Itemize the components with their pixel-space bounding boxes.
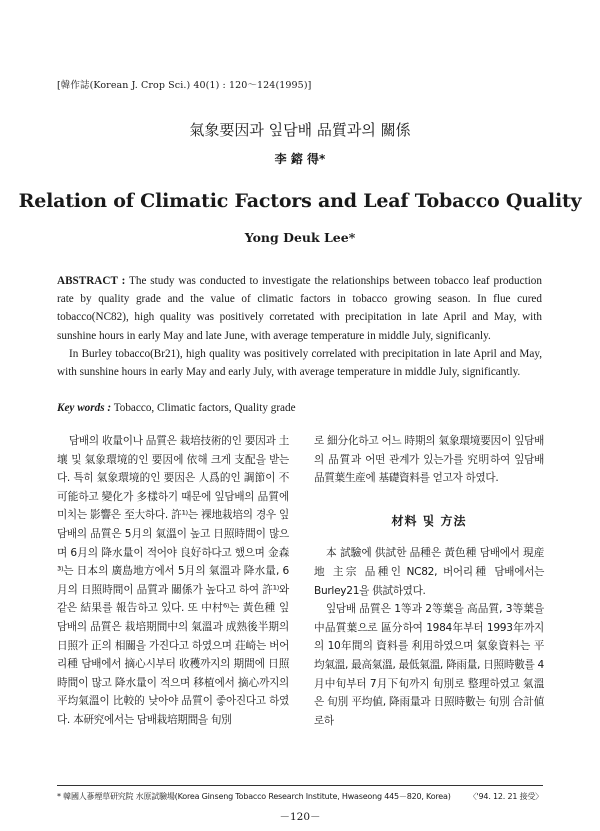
body-right-column [314,432,544,730]
footnote-affiliation: * 韓國人蔘煙草研究院 水原試驗場(Korea Ginseng Tobacco Research Institute, Hwaseong 445－820, Korea) [57,792,451,801]
methods-paragraph-2: 잎담배 品質은 1等과 2等葉을 高品質, 3等葉을 中品質葉으로 區分하여 1984年부터 1993年까지의 10年間의 資料를 利用하였으며 氣象資料는 平均氣溫, 最高氣溫, 最低氣溫, 降雨量, 日照時數를 4月中旬부터 7月下旬까지 旬別로 整理하였고 氣溫은 旬別 平均値, 降雨量과 日照時數는 旬別 合計値로하 [314,603,544,727]
english-author: Yong Deuk Lee* [244,230,356,245]
footnote [57,791,543,802]
korean-author: 李 鎔 得* [274,152,326,166]
methods-paragraph-1: 本 試驗에 供試한 品種은 黃色種 담배에서 現産地 主宗 品種인 NC82, 버어리種 담배에서는 Burley21을 供試하였다. [314,547,544,597]
introduction-continuation: 로 細分化하고 어느 時期의 氣象環境要因이 잎담배의 品質과 어떤 관계가 있는가를 究明하여 잎담배 品質葉生産에 基礎資料를 얻고자 하였다. [314,435,544,485]
abstract-label: ABSTRACT : [57,275,126,287]
introduction-paragraph: 담배의 收量이나 品質은 栽培技術的인 要因과 土壤 및 氣象環境的인 要因에 依해 크게 支配을 받는다. 특히 氣象環境的인 要因은 人爲的인 調節이 不可能하고 變化가 多樣하기 때문에 잎담배의 品質에 미치는 影響은 至大하다. 許¹⁾는 裸地栽培의 경우 잎담배의 品質은 5月의 氣溫이 높고 日照時間이 많으며 6月의 降水量이 적어야 良好하다고 했으며 金森³⁾는 日本의 廣島地方에서 5月의 氣溫과 降水量, 6月의 日照時間이 品質과 關係가 높다고 하여 許¹⁾와 같은 結果를 報告하고 있다. 또 中村⁶⁾는 黃色種 잎담배의 品質은 栽培期間中의 氣溫과 成熟後半期의 日照가 正의 相關을 가진다고 하였으며 荘崎는 버어리種 담배에서 摘心시부터 收穫까지의 期間에 日照時間이 많고 降水量이 적으며 移植에서 摘心까지의 平均氣溫이 比較的 낮아야 品質이 좋아진다고 하였다. 本研究에서는 담배栽培期間을 旬別 [57,435,289,726]
section-heading-materials-methods: 材料 및 方法 [391,513,467,528]
body-left-column [57,432,289,730]
abstract-paragraph-2: In Burley tobacco(Br21), high quality was positively correlated with precipitation in late April and May, with sunshine hours in early May and early July, with average temperature in middle July, significantly. [57,347,542,379]
english-title: Relation of Climatic Factors and Leaf Tobacco Quality [18,190,582,212]
keywords [57,402,296,414]
keywords-label: Key words : [57,402,112,414]
page-number: －120－ [279,811,321,823]
abstract [57,272,542,381]
abstract-paragraph-1: The study was conducted to investigate the relationships between tobacco leaf production rate by quality grade and the value of climatic factors in tobacco growing season. In flue cured tobacco(NC82), high quality was positively corretated with precipitation in late April and May, with sunshine hours in early May and late June, with average temperature in middle July, significanly. [57,275,542,342]
footnote-divider [57,785,543,786]
journal-citation: [韓作誌(Korean J. Crop Sci.) 40(1) : 120～124(1995)] [57,80,312,91]
keywords-text: Tobacco, Climatic factors, Quality grade [113,402,296,414]
korean-title: 氣象要因과 잎담배 品質과의 關係 [189,121,411,139]
footnote-received-date: 〈'94. 12. 21 接受〉 [468,792,543,801]
